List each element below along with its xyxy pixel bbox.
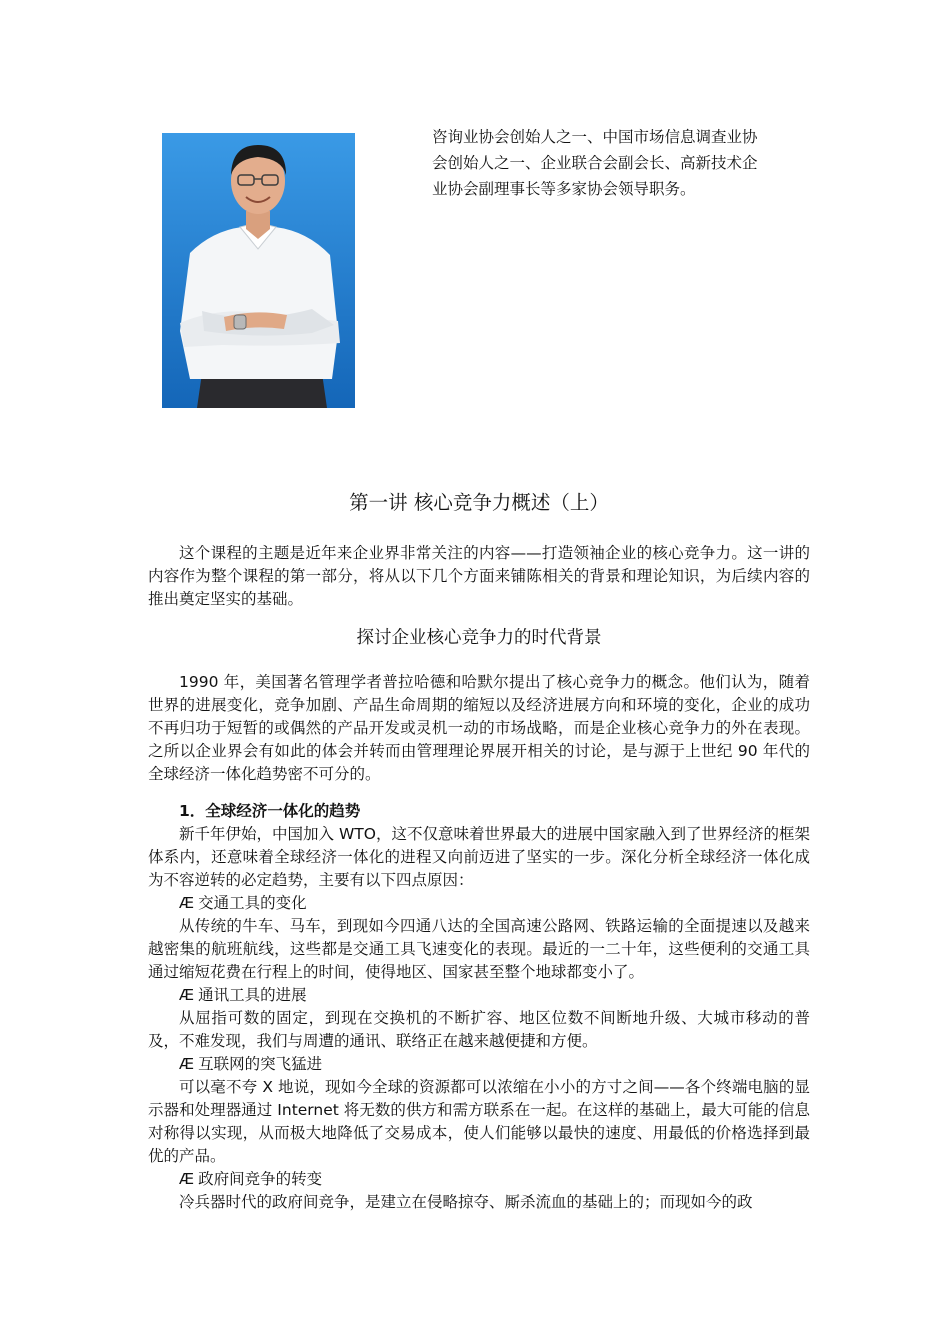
spacer [148, 786, 810, 800]
author-photo [162, 133, 355, 408]
reason-heading [148, 984, 810, 1007]
section-paragraph: 1990 年，美国著名管理学者普拉哈德和哈默尔提出了核心竞争力的概念。他们认为，随着世界的进展变化，竞争加剧、产品生命周期的缩短以及经济进展方向和环境的变化，企业的成功不再归功于短暂的或偶然的产品开发或灵机一动的市场战略，而是企业核心竞争力的外在表现。之所以企业界会有如此的体会并转而由管理理论界展开相关的讨论，是与源于上世纪 90 年代的全球经济一体化趋势密不可分的。 [148, 673, 810, 783]
author-bio: 咨询业协会创始人之一、中国市场信息调查业协会创始人之一、企业联合会副会长、高新技术企业协会副理事长等多家协会领导职务。 [432, 128, 758, 198]
subsection-title: 1．全球经济一体化的趋势 [179, 802, 361, 820]
reason-text: 从传统的牛车、马车，到现如今四通八达的全国高速公路网、铁路运输的全面提速以及越来越密集的航班航线，这些都是交通工具飞速变化的表现。最近的一二十年，这些便利的交通工具通过缩短花费在行程上的时间，使得地区、国家甚至整个地球都变小了。 [148, 917, 810, 981]
reason-text: 冷兵器时代的政府间竞争，是建立在侵略掠夺、厮杀流血的基础上的；而现如今的政 [179, 1193, 753, 1211]
reason-heading-text: 交通工具的变化 [198, 894, 307, 912]
reason-heading-text: 通讯工具的进展 [198, 986, 307, 1004]
bullet-mark: Æ [179, 986, 195, 1004]
bullet-mark: Æ [179, 1055, 195, 1073]
reason-heading [148, 892, 810, 915]
reason-text: 从屈指可数的固定，到现在交换机的不断扩容、地区位数不间断地升级、大城市移动的普及，不难发现，我们与周遭的通讯、联络正在越来越便捷和方便。 [148, 1009, 810, 1050]
lecture-title: 第一讲 核心竞争力概述（上） [349, 491, 609, 514]
reason-heading-text: 互联网的突飞猛进 [198, 1055, 323, 1073]
bullet-mark: Æ [179, 894, 195, 912]
lecture-content [148, 488, 810, 1214]
intro-paragraph: 这个课程的主题是近年来企业界非常关注的内容——打造领袖企业的核心竞争力。这一讲的内容作为整个课程的第一部分，将从以下几个方面来铺陈相关的背景和理论知识，为后续内容的推出奠定坚实的基础。 [148, 544, 810, 608]
reason-heading [148, 1168, 810, 1191]
section-title: 探讨企业核心竞争力的时代背景 [356, 628, 602, 648]
subsection-intro: 新千年伊始，中国加入 WTO，这不仅意味着世界最大的进展中国家融入到了世界经济的框架体系内，还意味着全球经济一体化的进程又向前迈进了坚实的一步。深化分析全球经济一体化成为不容逆转的必定趋势，主要有以下四点原因： [148, 825, 810, 889]
reason-text: 可以毫不夸 X 地说，现如今全球的资源都可以浓缩在小小的方寸之间——各个终端电脑的显示器和处理器通过 Internet 将无数的供方和需方联系在一起。在这样的基础上，最大可能的信息对称得以实现，从而极大地降低了交易成本，使人们能够以最快的速度、用最低的价格选择到最优的产品。 [148, 1078, 810, 1165]
bullet-mark: Æ [179, 1170, 195, 1188]
reason-heading-text: 政府间竞争的转变 [198, 1170, 323, 1188]
reason-heading [148, 1053, 810, 1076]
